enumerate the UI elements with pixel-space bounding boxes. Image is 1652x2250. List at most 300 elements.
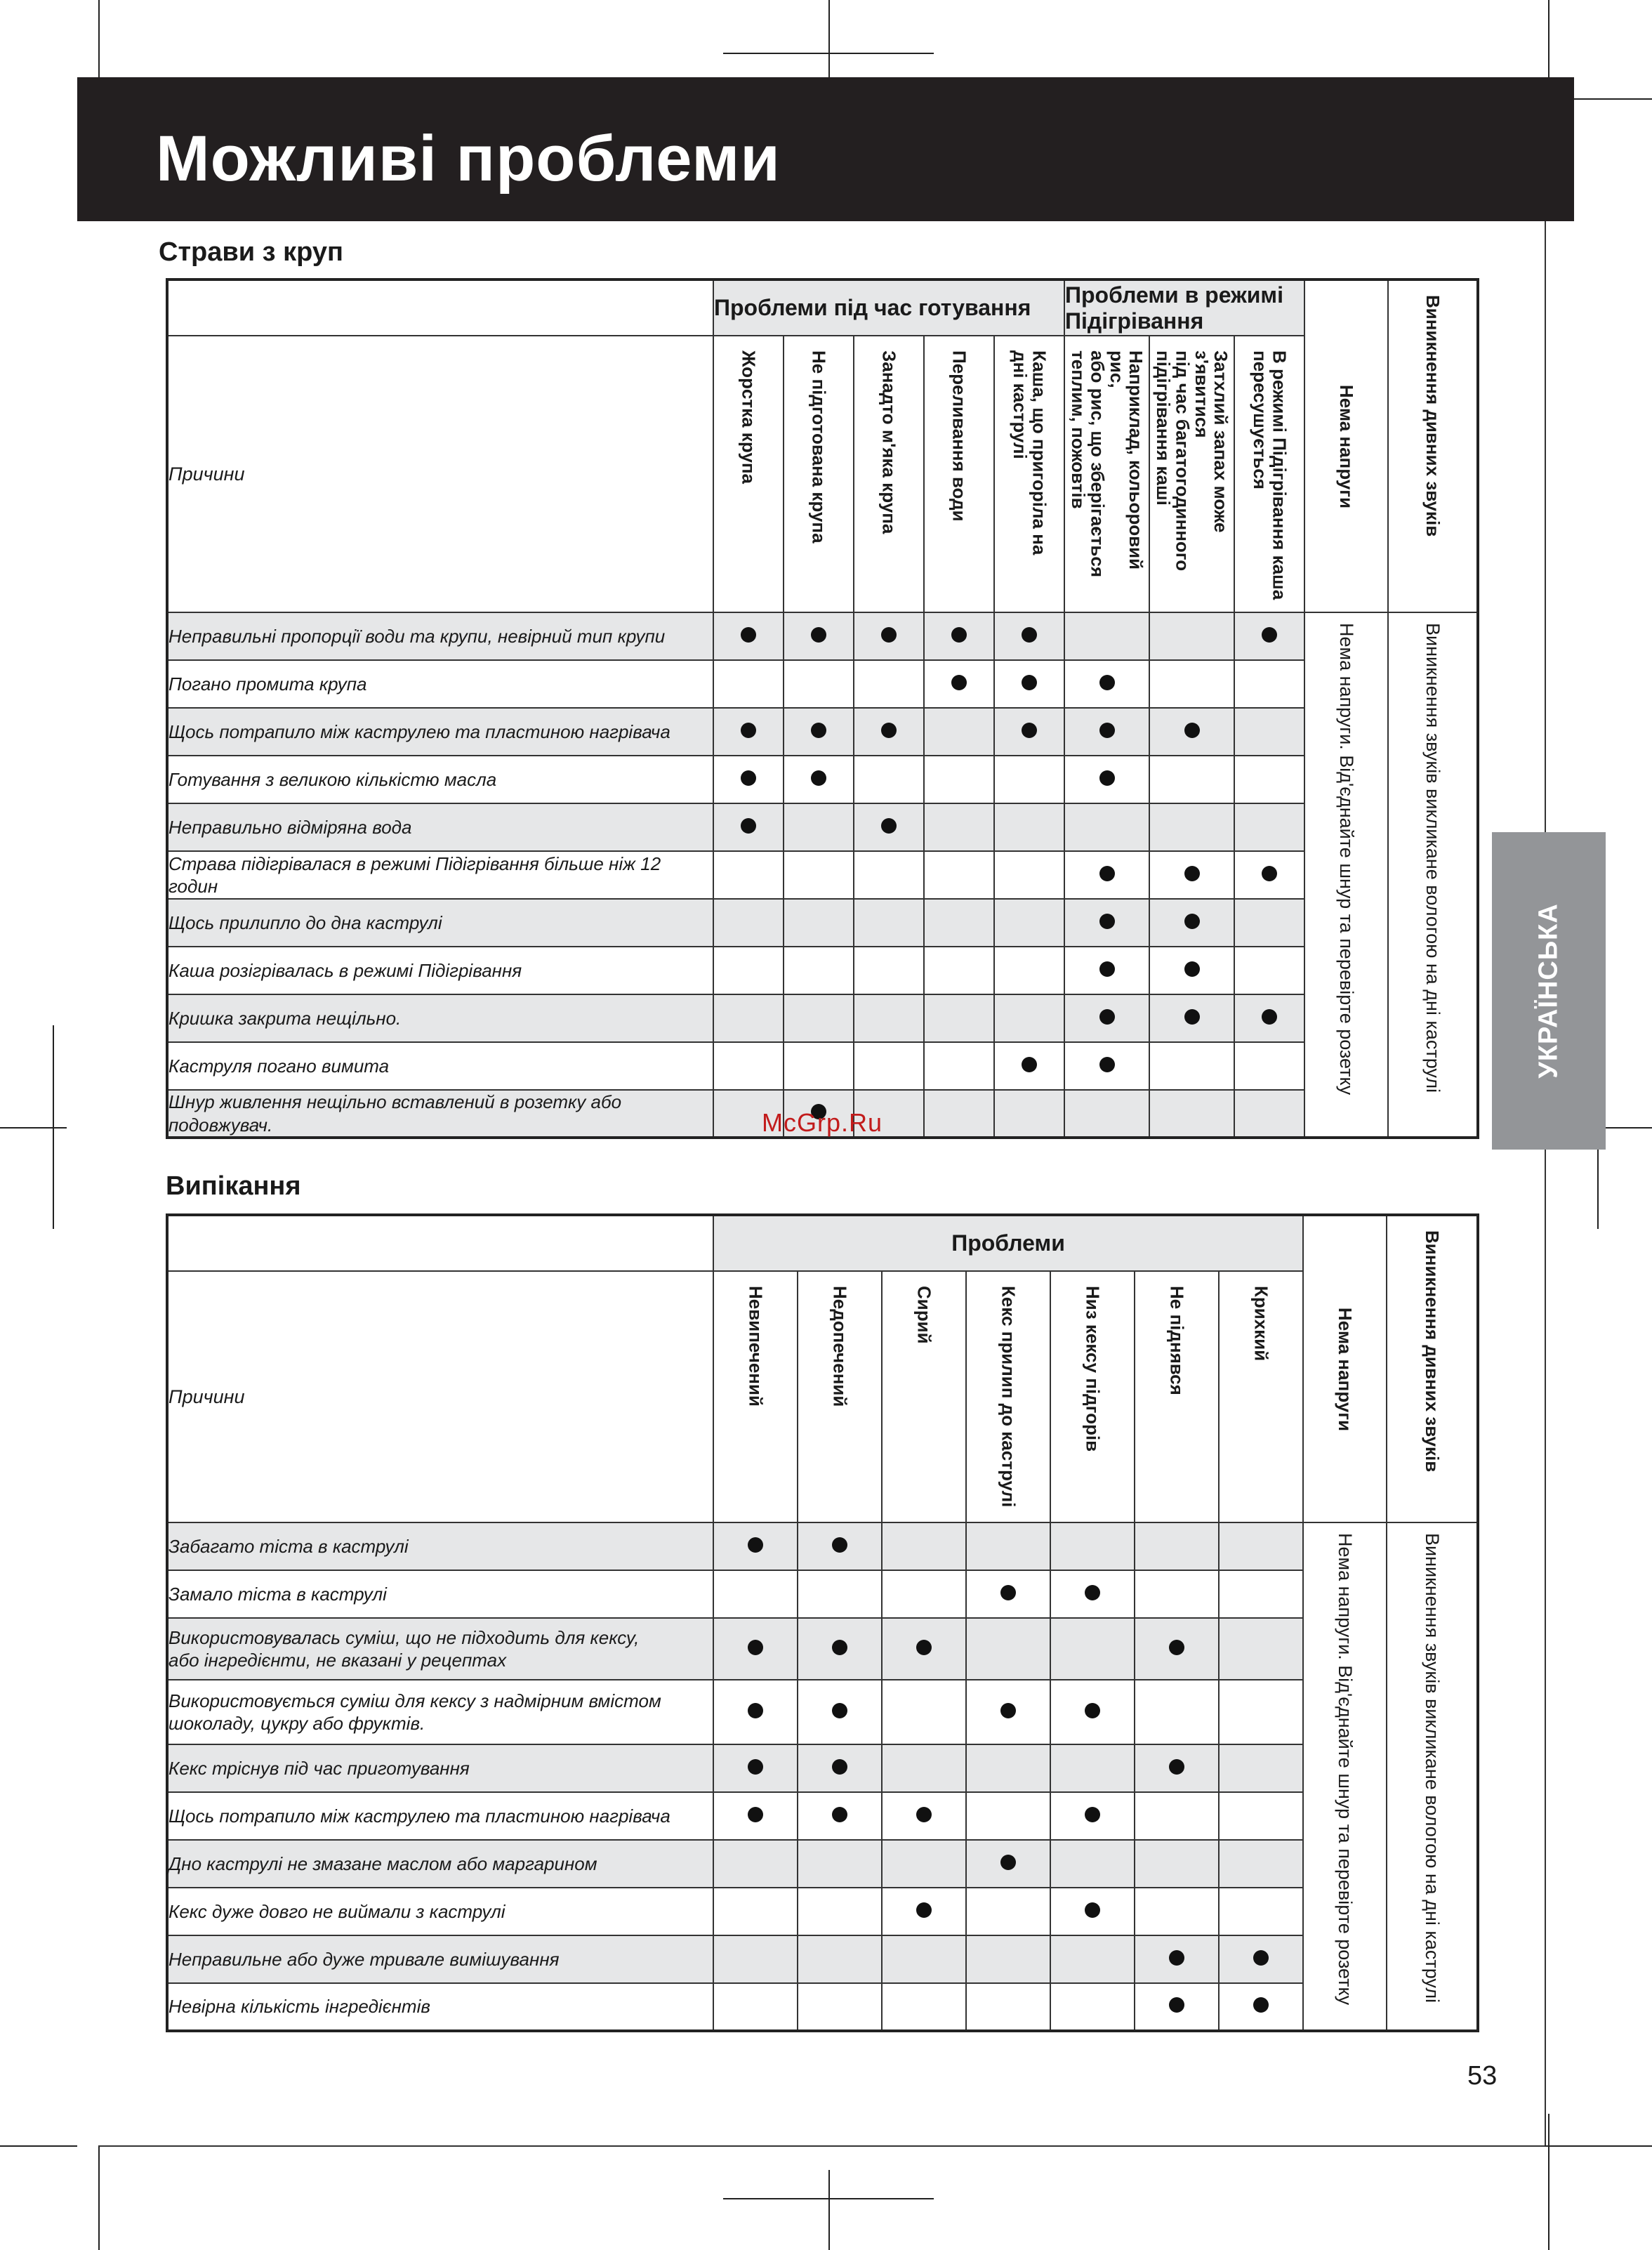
table-header-row [167,1271,1478,1522]
noise-solution-cell [1387,1522,1478,2031]
no-power-solution-cell [1303,1522,1387,2031]
problem-column-header [1050,1271,1135,1522]
bullet-mark [741,818,756,834]
language-tab-label: УКРАЇНСЬКА [1533,903,1564,1079]
mark-cell [1050,1744,1135,1792]
mark-cell [713,1888,798,1935]
mark-cell [798,1983,882,2031]
mark-cell [854,803,924,851]
mark-cell [854,899,924,947]
mark-cell [784,803,854,851]
mark-cell [882,1840,966,1888]
header-strange-noise-label: Виникнення дивних звуків [1422,295,1444,537]
header-strange-noise-label: Виникнення дивних звуків [1422,1230,1443,1473]
mark-cell [924,1042,994,1090]
mark-cell [798,1570,882,1618]
page-frame-line [98,2145,1545,2147]
mark-cell [1234,1090,1304,1138]
problem-column-label: Каша, що пригоріла на дні каструлі [1010,350,1050,555]
mark-cell [854,994,924,1042]
bullet-mark [1099,866,1115,881]
mark-cell [1234,1042,1304,1090]
reason-cell: Невірна кількість інгредієнтів [167,1983,713,2031]
problem-column-label: Крихкий [1250,1286,1272,1362]
mark-cell [854,756,924,803]
problem-column-label: Затхлий запах може з'явитися під час багатогодинного підігрівання каші [1153,350,1232,572]
page-number: 53 [1467,2061,1498,2091]
mark-cell [1149,851,1234,899]
table-row [167,1744,1478,1792]
mark-cell [1234,756,1304,803]
mark-cell [784,612,854,660]
bullet-mark [832,1640,847,1655]
mark-cell [924,1090,994,1138]
mark-cell [1050,1888,1135,1935]
mark-cell [1050,1522,1135,1570]
table-row [167,1042,1478,1090]
table-row [167,851,1478,899]
bullet-mark [1000,1703,1016,1718]
table-row [167,947,1478,994]
bullet-mark [1262,1009,1277,1025]
reason-cell: Щось потрапило між каструлею та пластиною нагрівача [167,1792,713,1840]
table-row [167,1522,1478,1570]
mark-cell [1064,899,1149,947]
mark-cell [924,994,994,1042]
mark-cell [784,851,854,899]
mark-cell [966,1840,1050,1888]
mark-cell [1135,1618,1219,1680]
header-blank [167,1215,713,1271]
mark-cell [994,1090,1064,1138]
mark-cell [1064,994,1149,1042]
mark-cell [924,612,994,660]
mark-cell [784,708,854,756]
bullet-mark [1169,1759,1184,1775]
mark-cell [1135,1888,1219,1935]
mark-cell [854,612,924,660]
problem-column-header [1135,1271,1219,1522]
reason-cell: Забагато тіста в каструлі [167,1522,713,1570]
mark-cell [1050,1570,1135,1618]
reason-cell: Неправильно відміряна вода [167,803,713,851]
mark-cell [854,1042,924,1090]
mark-cell [1219,1935,1303,1983]
problem-column-header [798,1271,882,1522]
reason-cell: Використовується суміш для кексу з надмірним вмістом шоколаду, цукру або фруктів. [167,1680,713,1744]
table-row [167,1888,1478,1935]
mark-cell [798,1744,882,1792]
mark-cell [713,1522,798,1570]
problem-column-header [854,336,924,612]
mark-cell [966,1522,1050,1570]
mark-cell [1064,851,1149,899]
bullet-mark [1169,1950,1184,1966]
reason-cell: Готування з великою кількістю масла [167,756,713,803]
mark-cell [1234,899,1304,947]
table-row [167,1840,1478,1888]
crop-mark [723,2198,934,2199]
header-blank [167,279,713,336]
mark-cell [798,1618,882,1680]
table-header-row [167,336,1478,612]
reason-cell: Кекс тріснув під час приготування [167,1744,713,1792]
bullet-mark [832,1759,847,1775]
table-row [167,1935,1478,1983]
mark-cell [966,1888,1050,1935]
mark-cell [713,899,784,947]
problem-column-label: Не піднявся [1166,1286,1188,1395]
problem-column-header [784,336,854,612]
mark-cell [924,756,994,803]
bullet-mark [1184,914,1200,929]
mark-cell [1135,1744,1219,1792]
bullet-mark [1000,1585,1016,1600]
mark-cell [1064,660,1149,708]
bullet-mark [881,723,897,738]
mark-cell [798,1792,882,1840]
bullet-mark [916,1640,932,1655]
mark-cell [784,994,854,1042]
bullet-mark [1085,1585,1100,1600]
mark-cell [1050,1680,1135,1744]
mark-cell [1149,994,1234,1042]
mark-cell [1219,1983,1303,2031]
language-tab [1492,832,1606,1150]
mark-cell [966,1570,1050,1618]
problem-column-header [713,336,784,612]
bullet-mark [748,1703,763,1718]
bullet-mark [1099,723,1115,738]
mark-cell [1135,1680,1219,1744]
bullet-mark [951,675,967,690]
reasons-header: Причини [167,1271,713,1522]
table-row [167,1792,1478,1840]
bullet-mark [1022,723,1037,738]
mark-cell [854,947,924,994]
noise-solution-text: Виникнення звуків викликане вологою на дні каструлі [1422,623,1444,1093]
mark-cell [798,1840,882,1888]
header-strange-noise [1387,1215,1478,1522]
problem-column-label: Переливання води [949,350,970,522]
watermark: McGrp.Ru [762,1108,883,1137]
mark-cell [713,947,784,994]
header-no-power-label: Нема напруги [1335,1307,1356,1431]
mark-cell [784,1042,854,1090]
mark-cell [1064,947,1149,994]
mark-cell [1064,1042,1149,1090]
table-row [167,1983,1478,2031]
mark-cell [1149,612,1234,660]
problem-column-label: В режимі Підігрівання каша пересушується [1250,350,1290,600]
mark-cell [882,1744,966,1792]
bullet-mark [1085,1902,1100,1918]
problem-column-header [1064,336,1149,612]
mark-cell [1050,1618,1135,1680]
noise-solution-cell [1388,612,1478,1138]
bullet-mark [748,1807,763,1822]
mark-cell [1219,1792,1303,1840]
mark-cell [966,1744,1050,1792]
mark-cell [924,803,994,851]
mark-cell [854,851,924,899]
mark-cell [1135,1935,1219,1983]
bullet-mark [1022,627,1037,643]
mark-cell [994,803,1064,851]
mark-cell [784,660,854,708]
reason-cell: Кекс дуже довго не виймали з каструлі [167,1888,713,1935]
mark-cell [713,1983,798,2031]
mark-cell [713,756,784,803]
header-no-power-label: Нема напруги [1336,384,1358,508]
problem-column-header [1219,1271,1303,1522]
mark-cell [784,947,854,994]
mark-cell [1234,612,1304,660]
problem-column-header [924,336,994,612]
mark-cell [1149,1090,1234,1138]
bullet-mark [881,818,897,834]
bullet-mark [832,1703,847,1718]
table-row [167,899,1478,947]
mark-cell [882,1935,966,1983]
mark-cell [713,612,784,660]
problem-column-label: Сирий [913,1286,935,1344]
bullet-mark [741,723,756,738]
bullet-mark [811,723,826,738]
reason-cell: Шнур живлення нещільно вставлений в розетку або подовжувач. [167,1090,713,1138]
crop-mark [1548,2114,1549,2250]
table-row [167,803,1478,851]
mark-cell [994,899,1064,947]
mark-cell [994,660,1064,708]
problem-column-header [966,1271,1050,1522]
mark-cell [966,1680,1050,1744]
mark-cell [713,1840,798,1888]
mark-cell [1219,1680,1303,1744]
reason-cell: Дно каструлі не змазане маслом або маргарином [167,1840,713,1888]
table-row [167,708,1478,756]
mark-cell [994,1042,1064,1090]
section-title-cereals: Страви з круп [159,237,343,267]
mark-cell [1135,1570,1219,1618]
group-header-warming: Проблеми в режимі Підігрівання [1064,279,1304,336]
bullet-mark [916,1807,932,1822]
header-strange-noise [1388,279,1478,612]
mark-cell [1064,1090,1149,1138]
mark-cell [713,1935,798,1983]
mark-cell [1234,660,1304,708]
bullet-mark [951,627,967,643]
bullet-mark [1184,961,1200,977]
reason-cell: Каструля погано вимита [167,1042,713,1090]
mark-cell [1149,708,1234,756]
cereals-troubleshooting-table [166,278,1479,1139]
reason-cell: Погано промита крупа [167,660,713,708]
bullet-mark [1184,866,1200,881]
problem-column-header [882,1271,966,1522]
mark-cell [798,1935,882,1983]
bullet-mark [1253,1997,1269,2013]
mark-cell [713,660,784,708]
bullet-mark [811,770,826,786]
mark-cell [924,899,994,947]
mark-cell [882,1792,966,1840]
reasons-header: Причини [167,336,713,612]
mark-cell [1219,1840,1303,1888]
mark-cell [966,1983,1050,2031]
problem-column-label: Кекс прилип до каструлі [998,1286,1019,1508]
no-power-solution-cell [1304,612,1388,1138]
bullet-mark [811,627,826,643]
bullet-mark [748,1537,763,1553]
problem-column-header [1234,336,1304,612]
bullet-mark [1184,1009,1200,1025]
bullet-mark [832,1807,847,1822]
table-header-row [167,279,1478,336]
page-title: Можливі проблеми [156,123,781,195]
mark-cell [882,1618,966,1680]
bullet-mark [741,770,756,786]
bullet-mark [1099,1009,1115,1025]
table-row [167,1618,1478,1680]
mark-cell [713,994,784,1042]
mark-cell [1219,1618,1303,1680]
bullet-mark [1169,1997,1184,2013]
mark-cell [1064,612,1149,660]
bullet-mark [748,1759,763,1775]
mark-cell [1149,803,1234,851]
mark-cell [924,851,994,899]
bullet-mark [1099,961,1115,977]
reason-cell: Щось прилипло до дна каструлі [167,899,713,947]
bullet-mark [1085,1703,1100,1718]
bullet-mark [1184,723,1200,738]
table-header-row [167,1215,1478,1271]
mark-cell [994,756,1064,803]
mark-cell [1219,1888,1303,1935]
no-power-solution-text: Нема напруги. Від'єднайте шнур та перевірте розетку [1336,623,1358,1096]
bullet-mark [881,627,897,643]
crop-mark [0,2145,77,2147]
mark-cell [713,1744,798,1792]
mark-cell [1135,1840,1219,1888]
bullet-mark [1022,1057,1037,1072]
mark-cell [1135,1792,1219,1840]
mark-cell [882,1983,966,2031]
mark-cell [1135,1983,1219,2031]
bullet-mark [1099,770,1115,786]
bullet-mark [1085,1807,1100,1822]
bullet-mark [1169,1640,1184,1655]
mark-cell [854,708,924,756]
bullet-mark [1262,866,1277,881]
problem-column-header [994,336,1064,612]
mark-cell [713,1618,798,1680]
bullet-mark [1262,627,1277,643]
bullet-mark [1022,675,1037,690]
mark-cell [924,708,994,756]
mark-cell [994,994,1064,1042]
crop-mark [98,0,100,81]
mark-cell [966,1935,1050,1983]
mark-cell [1219,1570,1303,1618]
mark-cell [1149,899,1234,947]
mark-cell [1064,756,1149,803]
table-row [167,612,1478,660]
mark-cell [784,756,854,803]
reason-cell: Використовувалась суміш, що не підходить для кексу, або інгредієнти, не вказані у рецептах [167,1618,713,1680]
mark-cell [1149,660,1234,708]
mark-cell [713,803,784,851]
mark-cell [994,708,1064,756]
problem-column-label: Недопечений [829,1286,851,1407]
problem-column-label: Невипечений [745,1286,767,1407]
mark-cell [798,1680,882,1744]
mark-cell [924,660,994,708]
mark-cell [1064,708,1149,756]
mark-cell [882,1888,966,1935]
mark-cell [713,708,784,756]
baking-troubleshooting-table [166,1213,1479,2032]
reason-cell: Щось потрапило між каструлею та пластиною нагрівача [167,708,713,756]
mark-cell [1050,1983,1135,2031]
section-title-baking: Випікання [166,1171,301,1201]
mark-cell [784,899,854,947]
reason-cell: Неправильне або дуже тривале вимішування [167,1935,713,1983]
mark-cell [966,1792,1050,1840]
mark-cell [1234,803,1304,851]
crop-mark [723,53,934,54]
mark-cell [1234,708,1304,756]
crop-mark [828,2170,830,2250]
mark-cell [1149,947,1234,994]
mark-cell [713,1042,784,1090]
problem-column-label: Занадто м'яка крупа [878,350,900,534]
problem-column-label: Не підготована крупа [808,350,830,544]
mark-cell [1064,803,1149,851]
group-header-cooking: Проблеми під час готування [713,279,1064,336]
bullet-mark [1099,1057,1115,1072]
problem-column-label: Низ кексу підгорів [1082,1286,1104,1452]
mark-cell [1050,1935,1135,1983]
header-no-power [1303,1215,1387,1522]
mark-cell [994,612,1064,660]
table-row [167,1680,1478,1744]
mark-cell [1149,756,1234,803]
bullet-mark [1000,1855,1016,1870]
mark-cell [713,851,784,899]
no-power-solution-text: Нема напруги. Від'єднайте шнур та перевірте розетку [1335,1533,1356,2006]
problem-column-header [713,1271,798,1522]
mark-cell [1149,1042,1234,1090]
mark-cell [798,1888,882,1935]
mark-cell [1050,1792,1135,1840]
table-row [167,994,1478,1042]
mark-cell [924,947,994,994]
crop-mark [0,1127,67,1129]
reason-cell: Страва підігрівалася в режимі Підігрівання більше ніж 12 годин [167,851,713,899]
table-row [167,660,1478,708]
bullet-mark [1253,1950,1269,1966]
table-row [167,1570,1478,1618]
mark-cell [713,1792,798,1840]
crop-mark [98,2145,100,2250]
mark-cell [1234,851,1304,899]
problem-column-label: Жорстка крупа [738,350,760,484]
crop-mark [828,0,830,84]
mark-cell [1050,1840,1135,1888]
bullet-mark [1099,675,1115,690]
